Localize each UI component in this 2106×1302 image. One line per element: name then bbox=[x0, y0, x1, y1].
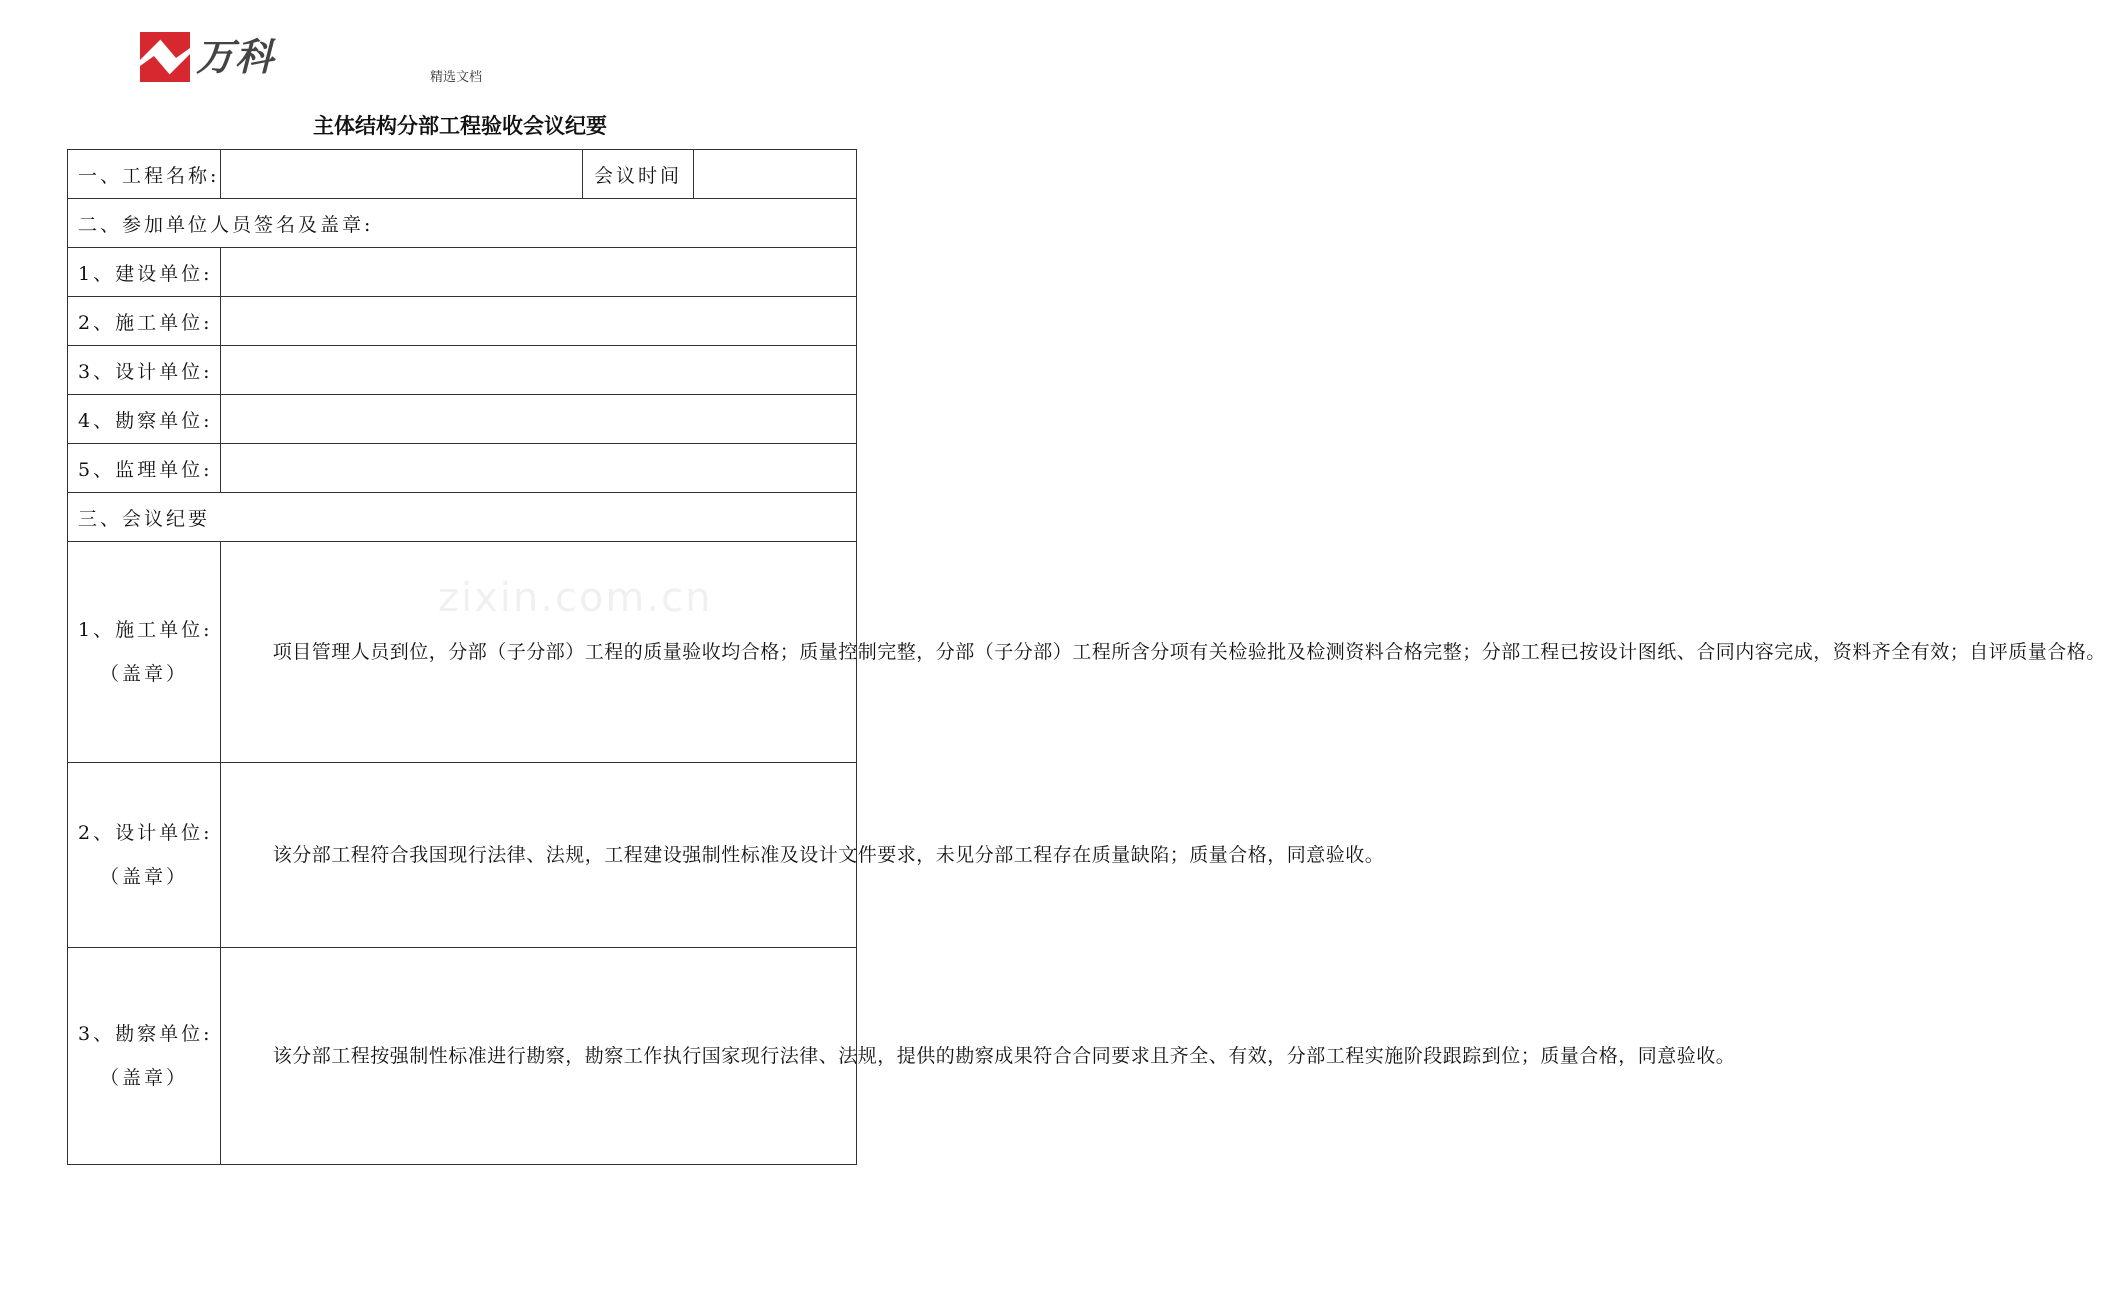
logo-text: 万科 bbox=[196, 35, 275, 79]
stamp-note: （盖章） bbox=[99, 1067, 188, 1089]
minutes-text-cell[interactable] bbox=[221, 948, 1736, 1165]
minutes-text-designer: 该分部工程符合我国现行法律、法规，工程建设强制性标准及设计文件要求，未见分部工程存在质量缺陷；质量合格，同意验收。 bbox=[272, 844, 1385, 866]
minutes-row bbox=[68, 542, 857, 763]
minutes-label-cell bbox=[68, 542, 221, 763]
minutes-label-cell bbox=[68, 763, 221, 948]
meeting-time-label: 会议时间 bbox=[583, 150, 694, 199]
participant-label-construction-owner: 1、建设单位: bbox=[68, 248, 221, 297]
participant-row bbox=[68, 395, 857, 444]
minutes-label-cell bbox=[68, 948, 221, 1165]
participant-row bbox=[68, 248, 857, 297]
project-name-field[interactable] bbox=[221, 150, 583, 199]
participant-label-designer: 3、设计单位: bbox=[68, 346, 221, 395]
project-name-label: 一、工程名称: bbox=[68, 150, 221, 199]
minutes-text-cell[interactable] bbox=[221, 542, 2106, 763]
minutes-label-designer: 2、设计单位: bbox=[78, 822, 213, 844]
document-title: 主体结构分部工程验收会议纪要 bbox=[313, 114, 607, 138]
meeting-time-field[interactable] bbox=[694, 150, 857, 199]
minutes-text-cell[interactable] bbox=[221, 763, 1385, 948]
participant-row bbox=[68, 444, 857, 493]
vanke-logo-icon bbox=[138, 30, 192, 84]
participant-field-contractor[interactable] bbox=[221, 297, 857, 346]
header-note: 精选文档 bbox=[430, 70, 483, 85]
section-2-row bbox=[68, 199, 857, 248]
participant-field-supervisor[interactable] bbox=[221, 444, 857, 493]
participant-row bbox=[68, 346, 857, 395]
section-3-row bbox=[68, 493, 857, 542]
participant-row bbox=[68, 297, 857, 346]
participant-field-surveyor[interactable] bbox=[221, 395, 857, 444]
participant-label-supervisor: 5、监理单位: bbox=[68, 444, 221, 493]
minutes-text-contractor: 项目管理人员到位，分部（子分部）工程的质量验收均合格；质量控制完整，分部（子分部）工程所含分项有关检验批及检测资料合格完整；分部工程已按设计图纸、合同内容完成，资料齐全有效；自评质量合格。 bbox=[272, 641, 2106, 663]
acceptance-form-table bbox=[67, 149, 2106, 1165]
participant-label-surveyor: 4、勘察单位: bbox=[68, 395, 221, 444]
participant-label-contractor: 2、施工单位: bbox=[68, 297, 221, 346]
minutes-row bbox=[68, 948, 857, 1165]
section-3-heading: 三、会议纪要 bbox=[68, 493, 857, 542]
minutes-row bbox=[68, 763, 857, 948]
participant-field-designer[interactable] bbox=[221, 346, 857, 395]
stamp-note: （盖章） bbox=[99, 866, 188, 888]
minutes-label-surveyor: 3、勘察单位: bbox=[78, 1023, 213, 1045]
minutes-label-contractor: 1、施工单位: bbox=[78, 619, 213, 641]
participant-field-construction-owner[interactable] bbox=[221, 248, 857, 297]
watermark: zixin.com.cn bbox=[438, 575, 713, 621]
vanke-logo bbox=[138, 30, 308, 84]
minutes-text-surveyor: 该分部工程按强制性标准进行勘察，勘察工作执行国家现行法律、法规，提供的勘察成果符合合同要求且齐全、有效，分部工程实施阶段跟踪到位；质量合格，同意验收。 bbox=[272, 1045, 1736, 1067]
project-name-row bbox=[68, 150, 857, 199]
section-2-heading: 二、参加单位人员签名及盖章: bbox=[68, 199, 857, 248]
stamp-note: （盖章） bbox=[99, 663, 188, 685]
